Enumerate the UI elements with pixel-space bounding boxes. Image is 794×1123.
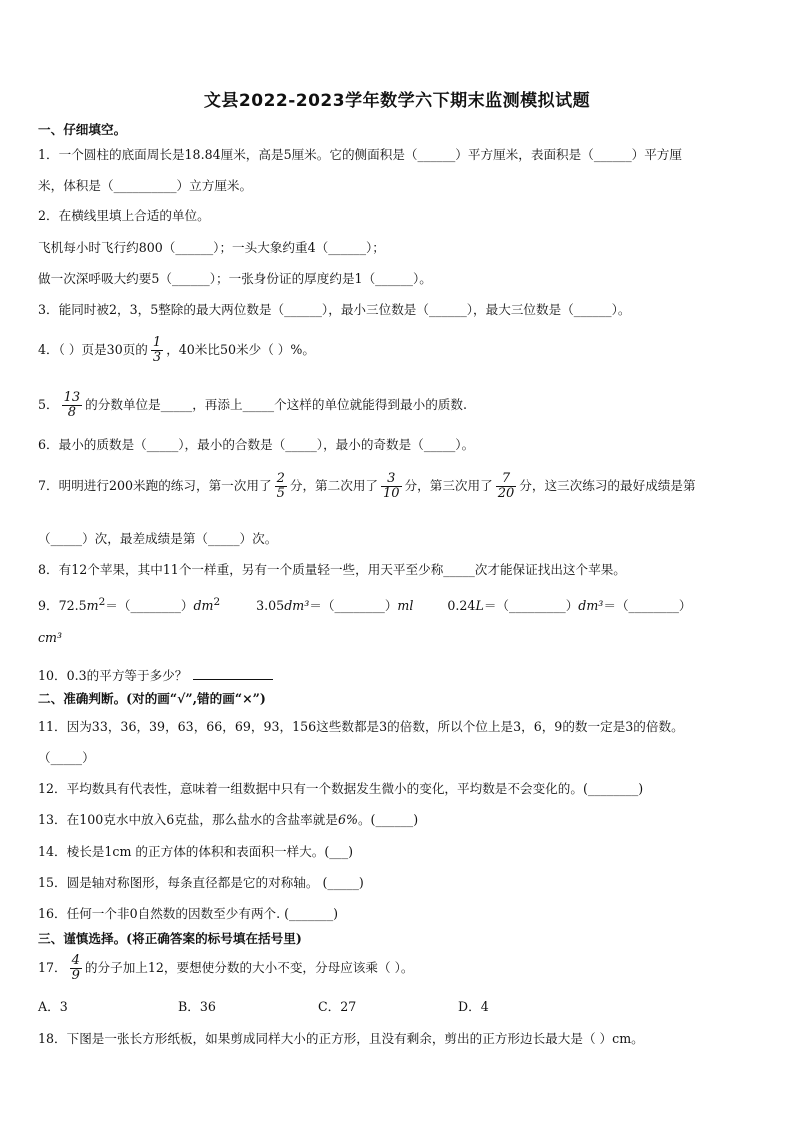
- section-1-heading: 一、仔细填空。: [38, 122, 127, 137]
- question-18: 18．下图是一张长方形纸板，如果剪成同样大小的正方形，且没有剩余，剪出的正方形边长最大是（ ）cm。: [38, 1031, 644, 1046]
- q7-numerator-2: 3: [381, 472, 402, 487]
- q9-unit-a2: dm: [193, 598, 214, 614]
- q7-denominator-1: 5: [276, 486, 285, 501]
- q4-denominator: 3: [152, 350, 162, 365]
- option-d: D．4: [458, 999, 489, 1014]
- question-15: 15．圆是轴对称图形，每条直径都是它的对称轴。 (_____): [38, 875, 364, 890]
- question-5: [38, 391, 467, 420]
- option-c: C．27: [318, 999, 357, 1014]
- question-4: [38, 336, 315, 365]
- question-16: 16．任何一个非0自然数的因数至少有两个. (_______): [38, 906, 339, 921]
- question-9-unit-cm3: cm³: [38, 630, 63, 645]
- q7-fraction-3: [496, 472, 517, 501]
- question-7: [38, 472, 696, 501]
- q17-text-pre: 17．: [38, 960, 67, 975]
- question-2-line-2: 做一次深呼吸大约要5（______）；一张身份证的厚度约是1（______）。: [38, 271, 432, 286]
- question-10: [38, 667, 273, 684]
- q5-denominator: 8: [67, 405, 77, 420]
- section-3-heading: 三、谨慎选择。(将正确答案的标号填在括号里): [38, 931, 302, 946]
- question-9: [38, 594, 692, 614]
- question-8: 8．有12个苹果，其中11个一样重，另有一个质量轻一些，用天平至少称_____次才能保证找出这个苹果。: [38, 562, 626, 577]
- question-1-line-1: 1．一个圆柱的底面周长是18.84厘米，高是5厘米。它的侧面积是（______）平方厘米，表面积是（______）平方厘: [38, 147, 682, 162]
- q5-text-post: 的分数单位是_____，再添上_____个这样的单位就能得到最小的质数.: [85, 397, 467, 412]
- q13-text-post: 。(______): [357, 812, 419, 827]
- question-17: [38, 954, 413, 983]
- q7-numerator-3: 7: [496, 472, 517, 487]
- question-13: [38, 812, 418, 828]
- q9-part-b: 3.05: [256, 598, 285, 614]
- question-2-line-1: 飞机每小时飞行约800（______）；一头大象约重4（______）；: [38, 240, 385, 255]
- q9-end-c: ＝（________）: [603, 598, 692, 614]
- q17-fraction: [70, 954, 82, 983]
- q4-text-pre: 4．（ ）页是30页的: [38, 342, 148, 357]
- question-11-answer: （_____）: [38, 750, 95, 765]
- q5-fraction: [62, 391, 83, 420]
- section-2-heading: 二、准确判断。(对的画“√”,错的画“×”): [38, 691, 266, 706]
- q5-numerator: 13: [63, 390, 81, 405]
- q7-fraction-1: [275, 472, 287, 501]
- q7-text-mid-1: 分，第二次用了: [289, 478, 378, 493]
- q17-denominator: 9: [71, 968, 80, 983]
- q5-text-pre: 5．: [38, 397, 59, 412]
- q7-denominator-2: 10: [383, 486, 400, 501]
- q17-text-post: 的分子加上12，要想使分数的大小不变，分母应该乘（ ）。: [84, 960, 414, 975]
- q9-mid-b: ＝（________）: [309, 598, 398, 614]
- question-6: 6．最小的质数是（_____），最小的合数是（_____），最小的奇数是（_____）。: [38, 437, 475, 452]
- question-2: 2．在横线里填上合适的单位。: [38, 208, 210, 223]
- q13-percent: 6%: [337, 812, 358, 827]
- q9-unit-b2: ml: [397, 598, 414, 614]
- q9-sup-a: 2: [98, 596, 106, 608]
- question-3: 3．能同时被2，3，5整除的最大两位数是（______），最小三位数是（______），最大三位数是（______）。: [38, 302, 631, 317]
- question-1-line-2: 米，体积是（__________）立方厘米。: [38, 178, 253, 193]
- q7-fraction-2: [381, 472, 402, 501]
- q7-numerator-1: 2: [276, 471, 285, 486]
- option-a: A．3: [38, 999, 68, 1014]
- q10-answer-line: [193, 667, 273, 680]
- q13-text-pre: 13．在100克水中放入6克盐，那么盐水的含盐率就是: [38, 812, 338, 827]
- page-title: 文县2022-2023学年数学六下期末监测模拟试题: [203, 91, 591, 111]
- question-11: 11．因为33，36，39，63，66，69，93，156这些数都是3的倍数，所以个位上是3，6，9的数一定是3的倍数。: [38, 719, 684, 734]
- q10-text: 10．0.3的平方等于多少？: [38, 668, 188, 683]
- q9-unit-b: dm³: [284, 598, 310, 614]
- q9-unit-c: L: [475, 598, 484, 614]
- q7-text-mid-2: 分，第三次用了: [404, 478, 493, 493]
- q4-numerator: 1: [152, 335, 162, 350]
- q9-unit-a: m: [86, 598, 99, 614]
- q9-unit-c2: dm³: [578, 598, 604, 614]
- q7-text-post: 分，这三次练习的最好成绩是第: [519, 478, 696, 493]
- q9-part-a: 9．72.5: [38, 598, 87, 614]
- q17-numerator: 4: [71, 953, 80, 968]
- question-17-options: [38, 999, 598, 1015]
- question-14: 14．棱长是1cm 的正方体的体积和表面积一样大。(___): [38, 844, 354, 859]
- q4-fraction: [151, 336, 163, 365]
- q9-mid-a: ＝（________）: [105, 598, 194, 614]
- q9-mid-c: ＝（_________）: [483, 598, 579, 614]
- question-7-line-2: （_____）次，最差成绩是第（_____）次。: [38, 531, 278, 546]
- q9-sup-a2: 2: [213, 596, 221, 608]
- q9-part-c: 0.24: [447, 598, 476, 614]
- q4-text-post: ，40米比50米少（ ）%。: [166, 342, 315, 357]
- q7-text-pre: 7．明明进行200米跑的练习，第一次用了: [38, 478, 272, 493]
- option-b: B．36: [178, 999, 216, 1014]
- question-12: 12．平均数具有代表性，意味着一组数据中只有一个数据发生微小的变化，平均数是不会变化的。(________): [38, 781, 644, 796]
- q7-denominator-3: 20: [497, 486, 515, 501]
